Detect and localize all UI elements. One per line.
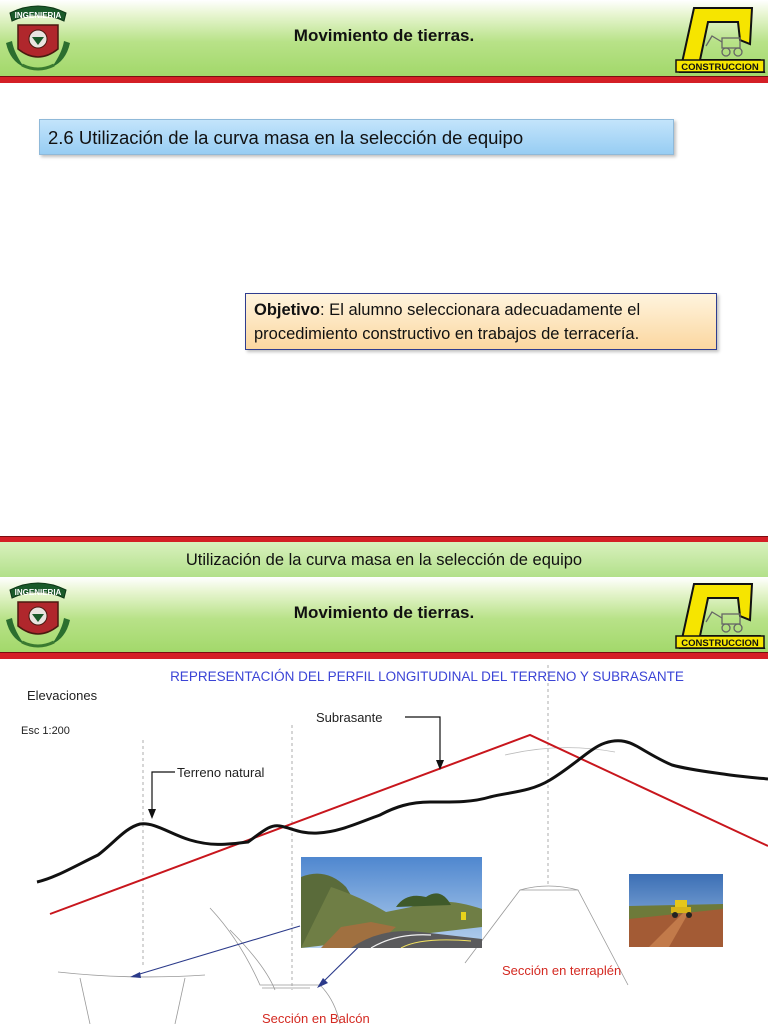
leader-line-balcon (133, 926, 300, 976)
terreno-natural-arrow (152, 772, 175, 815)
subrasante-arrow (405, 717, 440, 766)
road-photo (301, 857, 482, 948)
slide1-header-red-bar (0, 76, 768, 83)
construccion-logo-text: CONSTRUCCION (681, 62, 759, 73)
leader-arrowhead (130, 972, 141, 978)
slide1-header-title: Movimiento de tierras. (293, 26, 475, 45)
ingenieria-logo (4, 580, 72, 650)
construccion-logo-text: CONSTRUCCION (681, 638, 759, 649)
section-title-box: 2.6 Utilización de la curva masa en la selección de equipo (39, 119, 674, 155)
terreno-natural-arrowhead (148, 809, 156, 819)
seccion-terraplen-label: Sección en terraplén (502, 963, 622, 978)
escala-label: Esc 1:200 (21, 725, 70, 737)
construccion-logo (674, 578, 766, 650)
slide2-header-title: Movimiento de tierras. (293, 603, 475, 622)
seccion-balcon-label: Sección en Balcón (262, 1011, 370, 1024)
slide2-header (0, 577, 768, 653)
terreno-natural-label: Terreno natural (177, 765, 265, 780)
diagram-title: REPRESENTACIÓN DEL PERFIL LONGITUDINAL DEL TERRENO Y SUBRASANTE (170, 669, 684, 684)
ingenieria-logo (4, 3, 72, 73)
grader-photo (629, 874, 723, 947)
subrasante-label: Subrasante (316, 710, 383, 725)
ingenieria-logo-text: INGENIERIA (14, 588, 62, 597)
elevaciones-label: Elevaciones (27, 688, 98, 703)
slide2-header-red-bar (0, 652, 768, 659)
ingenieria-logo-text: INGENIERIA (14, 11, 62, 20)
objective-text: : El alumno seleccionara adecuadamente el procedimiento constructivo en trabajos de terracería. (254, 301, 641, 343)
slide1-header (0, 0, 768, 76)
slide1-footer: Utilización de la curva masa en la selección de equipo (0, 542, 768, 577)
seccion-balcon-sketch (58, 908, 340, 1024)
objective-box (245, 293, 717, 350)
objective-label: Objetivo (254, 301, 321, 319)
construccion-logo (674, 2, 766, 74)
longitudinal-profile-diagram (0, 660, 768, 1024)
